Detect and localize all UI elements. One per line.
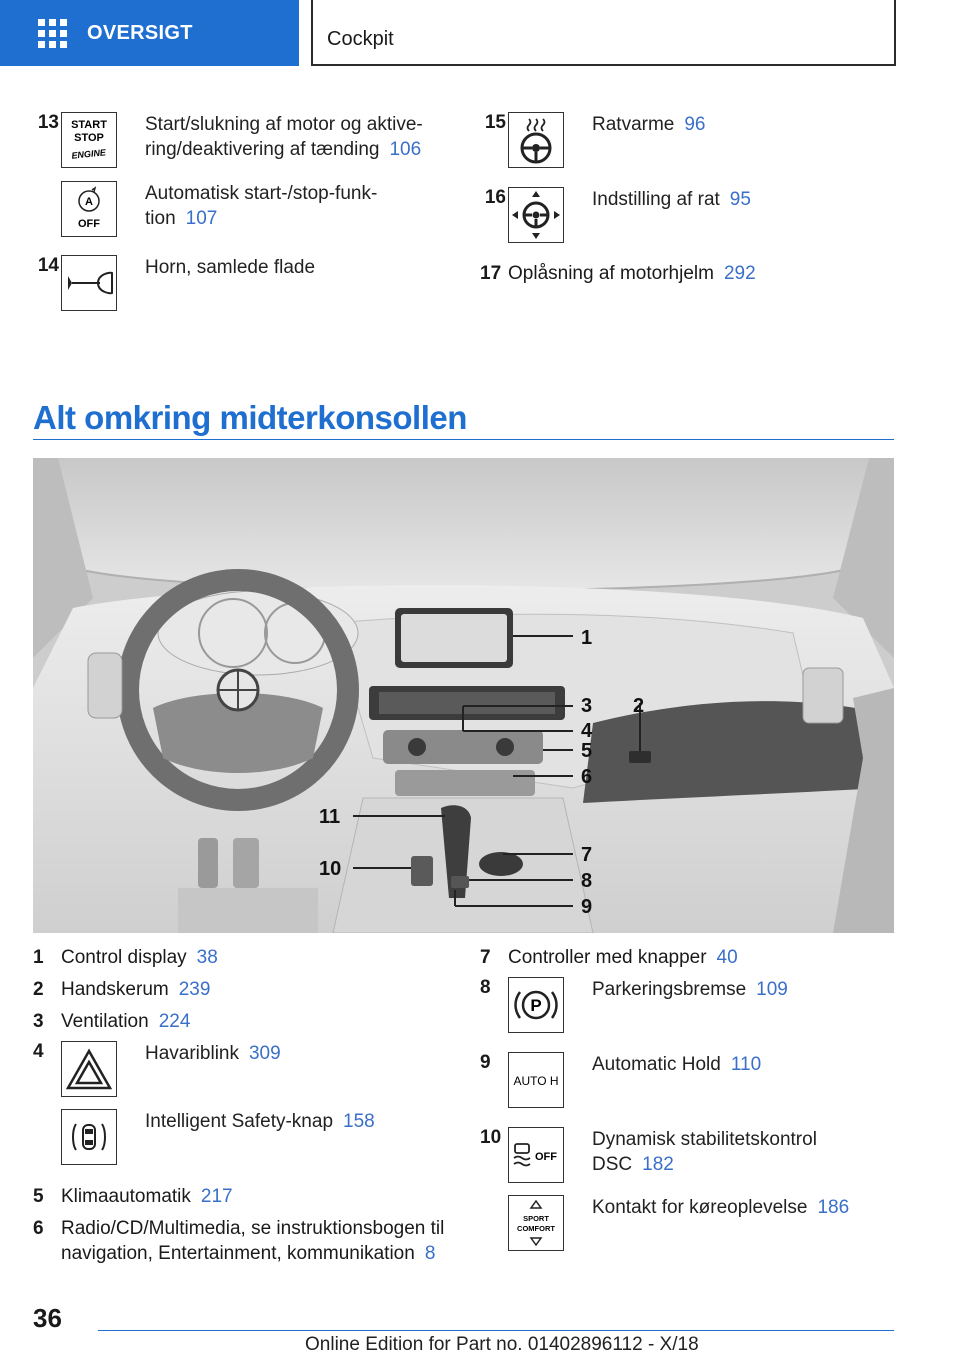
- entry-14: [33, 255, 445, 311]
- entry-text: Klimaautomatik: [61, 1186, 191, 1207]
- entry-number: 4: [33, 1041, 44, 1062]
- entry-auto-start-stop: [61, 181, 445, 237]
- entry-text-line: Indstilling af rat: [592, 189, 720, 210]
- page-ref-link[interactable]: 182: [642, 1154, 674, 1175]
- entry-text-line: tion: [145, 208, 176, 229]
- callout-1: 1: [581, 627, 593, 649]
- callout-7: 7: [581, 844, 593, 866]
- svg-text:P: P: [530, 996, 542, 1015]
- edition-text: Online Edition for Part no. 01402896112 - X/18: [305, 1334, 699, 1355]
- page-ref-link[interactable]: 96: [684, 114, 706, 135]
- steering-wheel-adjust-icon: [508, 187, 564, 243]
- callout-2: 2: [633, 695, 645, 717]
- entry-text: Controller med knapper: [508, 947, 707, 968]
- title-rule: [33, 439, 894, 440]
- start-stop-engine-icon: [61, 112, 117, 168]
- grid-icon: [38, 19, 67, 48]
- svg-text:START: START: [71, 119, 107, 131]
- entry-number: 8: [480, 977, 491, 998]
- entry-text: Control display: [61, 947, 187, 968]
- overview-tab-label: OVERSIGT: [87, 21, 193, 44]
- entry-number: 1: [33, 947, 44, 968]
- callout-9: 9: [581, 896, 593, 918]
- entry-text-line: Intelligent Safety-knap: [145, 1111, 334, 1132]
- svg-text:AUTO H: AUTO H: [513, 1074, 559, 1088]
- entry-intelligent-safety: [61, 1109, 445, 1165]
- svg-text:STOP: STOP: [74, 132, 104, 144]
- entry-number: 2: [33, 979, 44, 1000]
- entry-number: 6: [33, 1218, 44, 1239]
- entry-9: [480, 1052, 872, 1108]
- callout-5: 5: [581, 740, 593, 762]
- footer-rule: [98, 1330, 894, 1331]
- page-ref-link[interactable]: 217: [200, 1186, 233, 1207]
- entry-text: Ventilation: [61, 1011, 149, 1032]
- entry-text-line: Start/slukning af motor og aktive-: [145, 114, 423, 135]
- entry-text-line: ring/deaktivering af tænding: [145, 139, 380, 160]
- callout-4: 4: [581, 720, 593, 742]
- overview-tab[interactable]: [0, 0, 299, 66]
- callout-8: 8: [581, 870, 593, 892]
- entry-2: [33, 977, 210, 1002]
- section-label: Cockpit: [311, 0, 896, 66]
- page-ref-link[interactable]: 224: [158, 1011, 191, 1032]
- center-console-illustration: [33, 458, 894, 933]
- hazard-warning-icon: [61, 1041, 117, 1097]
- entry-number: 16: [484, 187, 506, 208]
- entry-number: 5: [33, 1186, 44, 1207]
- svg-text:SPORT: SPORT: [523, 1214, 549, 1223]
- entry-text-line: Automatic Hold: [592, 1054, 721, 1075]
- entry-text-line: Kontakt for køreoplevelse: [592, 1197, 808, 1218]
- entry-1: [33, 945, 218, 970]
- page-ref-link[interactable]: 8: [424, 1243, 436, 1264]
- page-ref-link[interactable]: 109: [756, 979, 788, 1000]
- entry-6: [33, 1216, 444, 1266]
- entry-text: Oplåsning af motorhjelm: [508, 263, 714, 284]
- entry-7: [480, 945, 738, 970]
- entry-17: [480, 261, 756, 286]
- page-ref-link[interactable]: 95: [729, 189, 751, 210]
- parking-brake-icon: [508, 977, 564, 1033]
- entry-4: [33, 1041, 445, 1097]
- entry-text-line: Dynamisk stabilitetskontrol: [592, 1129, 817, 1150]
- page-ref-link[interactable]: 110: [730, 1054, 762, 1075]
- dsc-off-icon: [508, 1127, 564, 1183]
- entry-text-line: Radio/CD/Multimedia, se instruktionsbogen til: [61, 1218, 445, 1239]
- entry-text-line: Havariblink: [145, 1043, 239, 1064]
- svg-text:A: A: [85, 196, 93, 208]
- page-number: 36: [33, 1303, 62, 1333]
- page-ref-link[interactable]: 186: [817, 1197, 850, 1218]
- entry-5: [33, 1184, 233, 1209]
- entry-number: 17: [480, 263, 502, 284]
- auto-start-stop-off-icon: [61, 181, 117, 237]
- page-ref-link[interactable]: 107: [185, 208, 218, 229]
- entry-13: [33, 112, 445, 168]
- entry-text-line: Ratvarme: [592, 114, 675, 135]
- entry-text-line: Parkeringsbremse: [592, 979, 747, 1000]
- entry-text-line: navigation, Entertainment, kommunikation: [61, 1243, 415, 1264]
- svg-text:ENGINE: ENGINE: [71, 147, 107, 161]
- page-ref-link[interactable]: 158: [343, 1111, 375, 1132]
- page-ref-link[interactable]: 239: [178, 979, 211, 1000]
- svg-text:OFF: OFF: [78, 218, 100, 230]
- entry-text-line: Horn, samlede flade: [145, 257, 316, 278]
- svg-text:COMFORT: COMFORT: [517, 1224, 555, 1233]
- entry-number: 9: [480, 1052, 491, 1073]
- entry-3: [33, 1009, 190, 1034]
- callout-11: 11: [319, 806, 341, 828]
- entry-number: 7: [480, 947, 491, 968]
- entry-10: [480, 1127, 872, 1183]
- section-title: Alt omkring midterkonsollen: [33, 399, 467, 436]
- intelligent-safety-icon: [61, 1109, 117, 1165]
- entry-text: Handskerum: [61, 979, 169, 1000]
- page-ref-link[interactable]: 40: [716, 947, 738, 968]
- horn-icon: [61, 255, 117, 311]
- driving-experience-switch-icon: [508, 1195, 564, 1251]
- page-ref-link[interactable]: 106: [389, 139, 422, 160]
- entry-text-line: DSC: [592, 1154, 633, 1175]
- entry-number: 13: [37, 112, 59, 133]
- entry-driving-experience: [508, 1195, 872, 1251]
- entry-text-line: Automatisk start-/stop-funk-: [145, 183, 378, 204]
- entry-16: [480, 187, 872, 243]
- page-ref-link[interactable]: 38: [196, 947, 218, 968]
- entry-15: [480, 112, 872, 168]
- entry-number: 3: [33, 1011, 44, 1032]
- page-ref-link[interactable]: 309: [248, 1043, 281, 1064]
- entry-number: 14: [37, 255, 59, 276]
- svg-text:OFF: OFF: [535, 1151, 557, 1163]
- auto-hold-icon: [508, 1052, 564, 1108]
- entry-number: 10: [480, 1127, 502, 1148]
- callout-6: 6: [581, 766, 593, 788]
- steering-wheel-heating-icon: [508, 112, 564, 168]
- entry-number: 15: [484, 112, 506, 133]
- callout-10: 10: [319, 858, 342, 880]
- callout-3: 3: [581, 695, 593, 717]
- entry-8: [480, 977, 872, 1033]
- page-ref-link[interactable]: 292: [723, 263, 756, 284]
